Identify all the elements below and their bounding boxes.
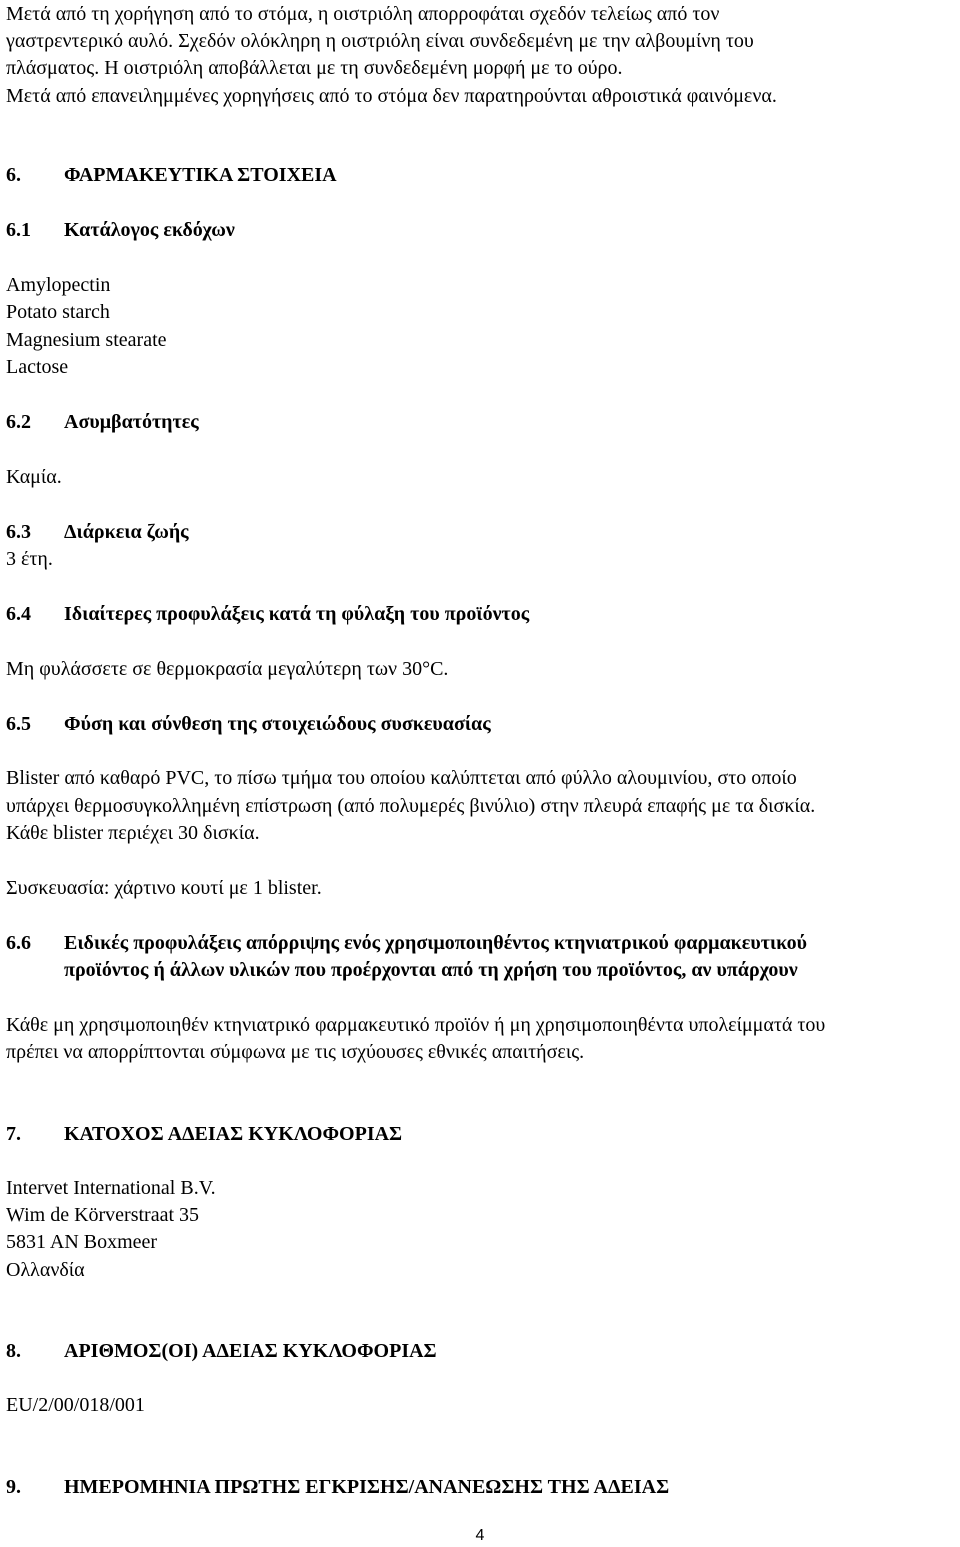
section-title: ΑΡΙΘΜΟΣ(ΟΙ) ΑΔΕΙΑΣ ΚΥΚΛΟΦΟΡΙΑΣ xyxy=(64,1340,437,1362)
section-title: ΦΑΡΜΑΚΕΥΤΙΚΑ ΣΤΟΙΧΕΙΑ xyxy=(64,164,337,186)
storage-text: Μη φυλάσσετε σε θερμοκρασία μεγαλύτερη των 30°C. xyxy=(6,658,449,680)
page-number: 4 xyxy=(475,1527,485,1544)
section-6-5-heading xyxy=(6,713,491,735)
address-line: Wim de Körverstraat 35 xyxy=(6,1204,200,1226)
section-8-heading xyxy=(6,1340,437,1362)
section-number: 6.6 xyxy=(6,932,31,954)
section-6-heading xyxy=(6,164,337,186)
authorisation-number: EU/2/00/018/001 xyxy=(6,1394,145,1416)
section-number: 6. xyxy=(6,164,21,186)
section-6-4-heading xyxy=(6,603,529,625)
section-9-heading xyxy=(6,1476,669,1498)
intro-line: Μετά από επανειλημμένες χορηγήσεις από το στόμα δεν παρατηρούνται αθροιστικά φαινόμενα. xyxy=(6,85,777,107)
section-title: Διάρκεια ζωής xyxy=(64,521,189,543)
excipient-item: Potato starch xyxy=(6,301,110,323)
section-number: 6.1 xyxy=(6,219,31,241)
section-number: 6.3 xyxy=(6,521,31,543)
intro-line: γαστρεντερικό αυλό. Σχεδόν ολόκληρη η οιστριόλη είναι συνδεδεμένη με την αλβουμίνη του xyxy=(6,30,754,52)
section-title: Ειδικές προφυλάξεις απόρριψης ενός χρησιμοποιηθέντος κτηνιατρικού φαρμακευτικού xyxy=(64,932,808,954)
shelf-life-text: 3 έτη. xyxy=(6,548,53,570)
packaging-line: υπάρχει θερμοσυγκολλημένη επίστρωση (από πολυμερές βινύλιο) στην πλευρά επαφής με τα δισκία. xyxy=(6,795,816,817)
disposal-line: πρέπει να απορρίπτονται σύμφωνα με τις ισχύουσες εθνικές απαιτήσεις. xyxy=(6,1041,585,1063)
intro-line: πλάσματος. Η οιστριόλη αποβάλλεται με τη συνδεδεμένη μορφή με το ούρο. xyxy=(6,57,623,79)
excipient-item: Magnesium stearate xyxy=(6,329,167,351)
section-title: ΗΜΕΡΟΜΗΝΙΑ ΠΡΩΤΗΣ ΕΓΚΡΙΣΗΣ/ΑΝΑΝΕΩΣΗΣ ΤΗΣ ΑΔΕΙΑΣ xyxy=(64,1476,670,1498)
address-line: Ολλανδία xyxy=(6,1259,85,1281)
packaging-line: Blister από καθαρό PVC, το πίσω τμήμα του οποίου καλύπτεται από φύλλο αλουμινίου, στο οποίο xyxy=(6,767,797,789)
section-title: Ασυμβατότητες xyxy=(64,411,199,433)
section-number: 6.4 xyxy=(6,603,31,625)
section-6-6-heading-cont: προϊόντος ή άλλων υλικών που προέρχονται από τη χρήση του προϊόντος, αν υπάρχουν xyxy=(64,959,798,981)
section-number: 8. xyxy=(6,1340,21,1362)
section-7-heading xyxy=(6,1123,402,1145)
section-6-1-heading xyxy=(6,219,235,241)
section-number: 9. xyxy=(6,1476,21,1498)
disposal-line: Κάθε μη χρησιμοποιηθέν κτηνιατρικό φαρμακευτικό προϊόν ή μη χρησιμοποιηθέντα υπολείμματά του xyxy=(6,1014,826,1036)
section-6-3-heading xyxy=(6,521,189,543)
pack-size-text: Συσκευασία: χάρτινο κουτί με 1 blister. xyxy=(6,877,322,899)
excipient-item: Lactose xyxy=(6,356,69,378)
section-number: 6.2 xyxy=(6,411,31,433)
incompatibilities-text: Καμία. xyxy=(6,466,62,488)
section-title: ΚΑΤΟΧΟΣ ΑΔΕΙΑΣ ΚΥΚΛΟΦΟΡΙΑΣ xyxy=(64,1123,403,1145)
section-6-6-heading xyxy=(6,932,807,954)
section-title: Κατάλογος εκδόχων xyxy=(64,219,235,241)
section-title: Ιδιαίτερες προφυλάξεις κατά τη φύλαξη του προϊόντος xyxy=(64,603,530,625)
section-number: 7. xyxy=(6,1123,21,1145)
address-line: Intervet International B.V. xyxy=(6,1177,216,1199)
address-line: 5831 AN Boxmeer xyxy=(6,1231,158,1253)
intro-line: Μετά από τη χορήγηση από το στόμα, η οιστριόλη απορροφάται σχεδόν τελείως από τον xyxy=(6,3,720,25)
packaging-line: Κάθε blister περιέχει 30 δισκία. xyxy=(6,822,260,844)
section-title: Φύση και σύνθεση της στοιχειώδους συσκευασίας xyxy=(64,713,491,735)
section-number: 6.5 xyxy=(6,713,31,735)
section-6-2-heading xyxy=(6,411,199,433)
excipient-item: Amylopectin xyxy=(6,274,111,296)
